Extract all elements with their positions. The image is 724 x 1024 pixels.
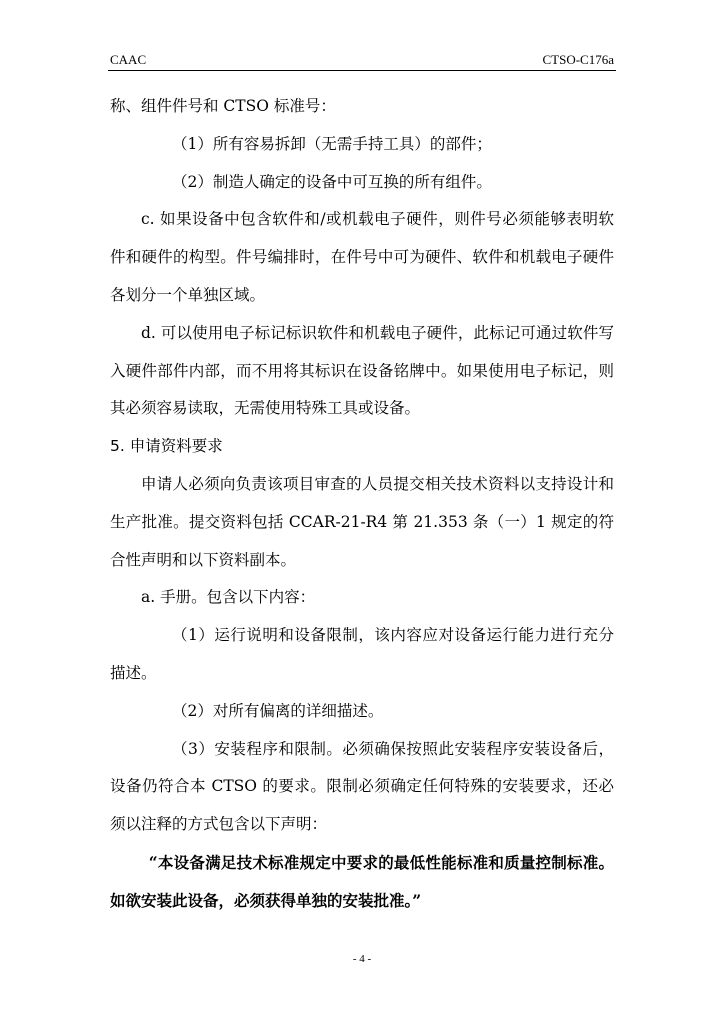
manual-item-1: （1）运行说明和设备限制，该内容应对设备运行能力进行充分描述。 — [110, 626, 614, 682]
page-header — [110, 52, 614, 68]
page-number: - 4 - — [352, 953, 372, 965]
paragraph-c: c. 如果设备中包含软件和/或机载电子硬件，则件号必须能够表明软件和硬件的构型。件号编排时，在件号中可为硬件、软件和机载电子硬件各划分一个单独区域。 — [110, 210, 614, 304]
header-doc-number: CTSO-C176a — [542, 52, 614, 67]
manual-item-3: （3）安装程序和限制。必须确保按照此安装程序安装设备后，设备仍符合本 CTSO 的要求。限制必须确定任何特殊的安装要求，还必须以注释的方式包含以下声明： — [110, 739, 614, 834]
list-item-2: （2）制造人确定的设备中可互换的所有组件。 — [172, 172, 492, 191]
paragraph-d: d. 可以使用电子标记标识软件和机载电子硬件，此标记可通过软件写入硬件部件内部，而不用将其标识在设备铭牌中。如果使用电子标记，则其必须容易读取，无需使用特殊工具或设备。 — [110, 323, 614, 418]
header-rule — [108, 70, 616, 71]
section-heading: 5. 申请资料要求 — [110, 437, 223, 456]
paragraph-a-manual: a. 手册。包含以下内容： — [141, 588, 316, 607]
quoted-statement: “本设备满足技术标准规定中要求的最低性能标准和质量控制标准。如欲安装此设备，必须获得单独的安装批准。” — [110, 852, 614, 910]
document-body — [110, 88, 614, 920]
paragraph-continuation: 称、组件件号和 CTSO 标准号： — [110, 97, 336, 115]
header-org: CAAC — [110, 52, 147, 67]
paragraph-application: 申请人必须向负责该项目审查的人员提交相关技术资料以支持设计和生产批准。提交资料包括 CCAR-21-R4 第 21.353 条（一）1 规定的符合性声明和以下资料副本。 — [110, 474, 614, 569]
list-item-1: （1）所有容易拆卸（无需手持工具）的部件； — [172, 134, 492, 153]
manual-item-2: （2）对所有偏离的详细描述。 — [172, 701, 384, 720]
